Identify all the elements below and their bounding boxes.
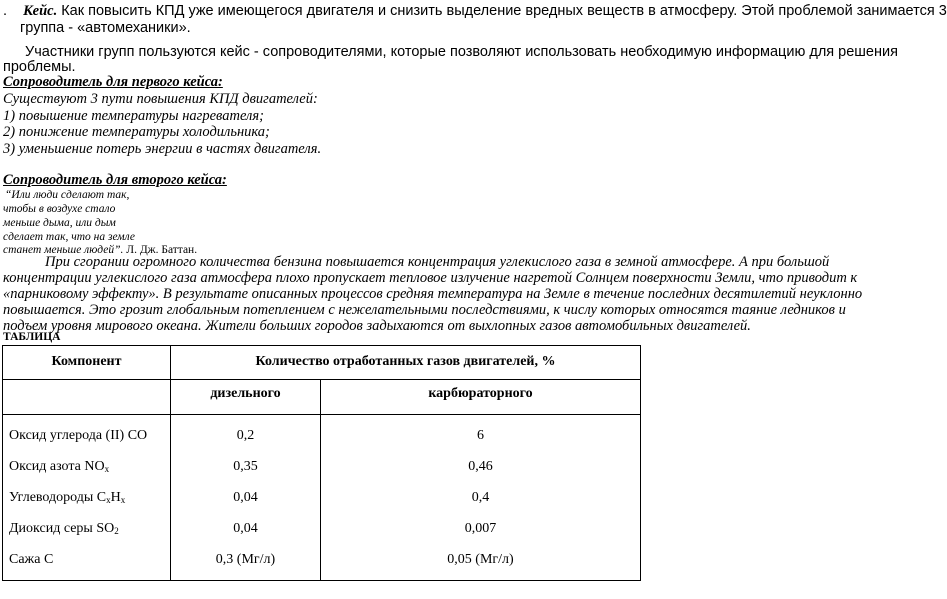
paragraph-line-5: подъем уровня мирового океана. Жители больших городов задыхаются от выхлопных газов автомобильных двигателей. bbox=[3, 318, 751, 334]
header-group: Количество отработанных газов двигателей, % bbox=[171, 346, 641, 380]
table-row-3-component: Углеводороды $C_xH_x$ bbox=[9, 490, 126, 505]
table-row-5-component: Сажа С bbox=[9, 552, 54, 567]
intro-line-1-text: Как повысить КПД уже имеющегося двигателя и снизить выделение вредных веществ в атмосферу. Этой проблемой занимается 3 bbox=[57, 3, 947, 19]
table-row-2-carb: 0,46 bbox=[468, 459, 493, 474]
table-caption: ТАБЛИЦА bbox=[3, 331, 61, 343]
table-row-1-carb: 6 bbox=[477, 428, 484, 443]
first-case-item-3: 3) уменьшение потерь энергии в частях двигателя. bbox=[3, 141, 322, 157]
first-case-lead: Существуют 3 пути повышения КПД двигателей: bbox=[3, 91, 318, 107]
table-row-1-component: Оксид углерода (II) CO bbox=[9, 428, 148, 443]
first-case-item-1: 1) повышение температуры нагревателя; bbox=[3, 108, 264, 124]
header-diesel: дизельного bbox=[171, 380, 321, 415]
table-row-1-diesel: 0,2 bbox=[236, 428, 255, 443]
diesel-column bbox=[171, 415, 321, 581]
header-component: Компонент bbox=[3, 346, 171, 380]
paragraph-line-3: «парниковому эффекту». В результате описанных процессов средняя температура на Земле в течение последних десятилетий неуклонно bbox=[3, 286, 863, 302]
table-row-5-diesel: 0,3 (Мг/л) bbox=[215, 552, 276, 567]
table-row-4-component: Диоксид серы $SO_2$ bbox=[9, 521, 119, 536]
carb-column bbox=[321, 415, 641, 581]
second-case-heading: Сопроводитель для второго кейса: bbox=[3, 172, 227, 188]
poem-line-5: станет меньше людей”. bbox=[3, 244, 124, 256]
intro-line-2: группа - «автомеханики». bbox=[20, 20, 191, 36]
component-column bbox=[3, 415, 171, 581]
table-row-3-diesel: 0,04 bbox=[233, 490, 258, 505]
intro-marker: . bbox=[3, 3, 8, 19]
poem-line-2: чтобы в воздухе стало bbox=[3, 203, 116, 215]
intro-para2-line-1: Участники групп пользуются кейс - сопроводителями, которые позволяют использовать необходимую информацию для решения bbox=[25, 44, 898, 60]
table-row-2-diesel: 0,35 bbox=[233, 459, 258, 474]
table-row-5-carb: 0,05 (Мг/л) bbox=[447, 552, 514, 567]
poem-line-4: сделает так, что на земле bbox=[3, 231, 136, 243]
poem-line-1: “Или люди сделают так, bbox=[5, 189, 130, 201]
paragraph-line-4: повышается. Это грозит глобальным потеплением с нежелательными последствиями, к числу которых относятся таяние ледников и bbox=[3, 302, 846, 318]
intro-para2-line-2: проблемы. bbox=[3, 59, 76, 75]
paragraph-line-1: При сгорании огромного количества бензина повышается концентрация углекислого газа в земной атмосфере. А при большой bbox=[45, 254, 830, 270]
table-row-4-diesel: 0,04 bbox=[233, 521, 258, 536]
header-carb: карбюраторного bbox=[321, 380, 641, 415]
poem-author: Л. Дж. Баттан. bbox=[123, 244, 198, 256]
header-empty-cell bbox=[3, 380, 171, 415]
table-row-3-carb: 0,4 bbox=[471, 490, 490, 505]
table-row-4-carb: 0,007 bbox=[464, 521, 497, 536]
table-row-2-component: Оксид азота $NO_x$ bbox=[9, 459, 110, 474]
first-case-item-2: 2) понижение температуры холодильника; bbox=[3, 124, 270, 140]
first-case-heading: Сопроводитель для первого кейса: bbox=[3, 74, 223, 90]
poem-line-3: меньше дыма, или дым bbox=[3, 217, 116, 229]
case-label: Кейс. bbox=[23, 3, 58, 19]
emissions-table bbox=[2, 345, 641, 581]
paragraph-line-2: концентрации углекислого газа атмосфера плохо пропускает тепловое излучение нагретой Солнцем поверхности Земли, что приводит к bbox=[3, 270, 858, 286]
intro-line-1 bbox=[3, 3, 947, 20]
